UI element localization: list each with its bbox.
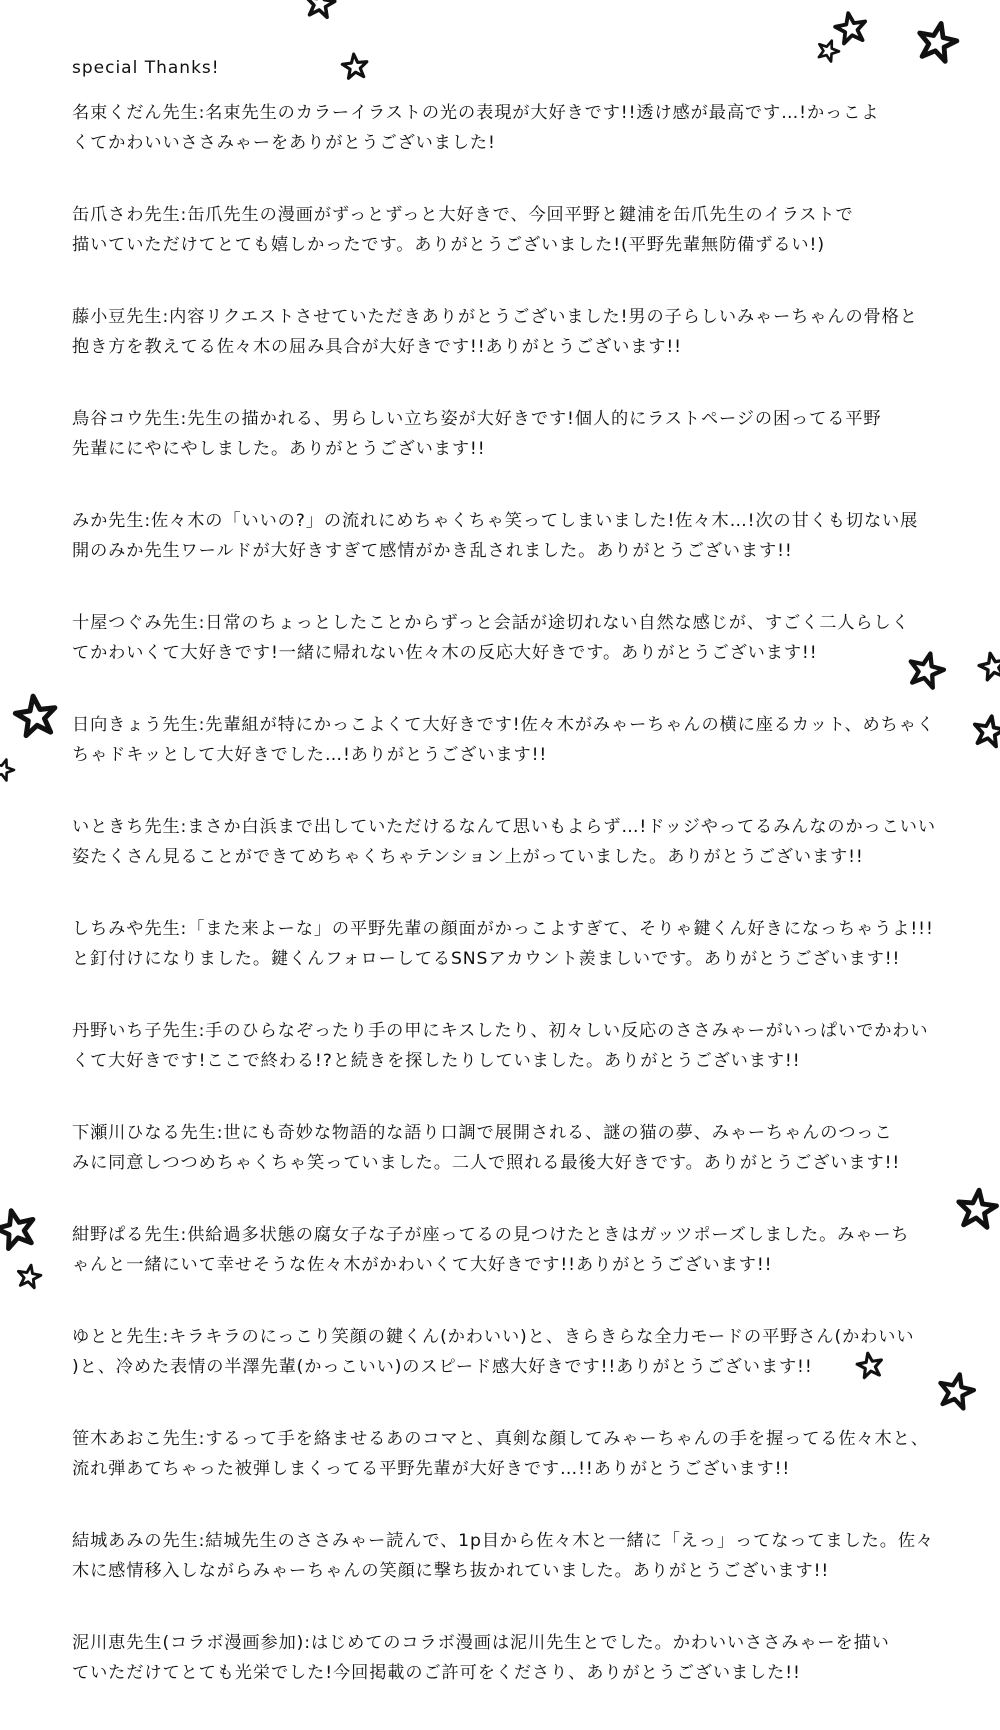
thanks-entry: [72, 1322, 922, 1382]
entry-line: みか先生:佐々木の「いいの?」の流れにめちゃくちゃ笑ってしまいました!佐々木…!次の甘くも切ない展: [72, 511, 919, 531]
thanks-entry: [72, 1424, 929, 1484]
entry-line: 描いていただけてとても嬉しかったです。ありがとうございました!(平野先輩無防備ずるい!): [72, 235, 825, 255]
thanks-entry: [72, 1526, 935, 1586]
entry-line: と釘付けになりました。鍵くんフォローしてるSNSアカウント羨ましいです。ありがとうございます!!: [72, 949, 901, 969]
thanks-entry: [72, 608, 922, 668]
entry-line: 日向きょう先生:先輩組が特にかっこよくて大好きです!佐々木がみゃーちゃんの横に座るカット、めちゃく: [72, 715, 935, 735]
entry-line: 抱き方を教えてる佐々木の屈み具合が大好きです!!ありがとうございます!!: [72, 337, 682, 357]
entry-line: ゃんと一緒にいて幸せそうな佐々木がかわいくて大好きです!!ありがとうございます!!: [72, 1255, 773, 1275]
thanks-entry: [72, 302, 922, 362]
entry-line: 先輩ににやにやしました。ありがとうございます!!: [72, 439, 486, 459]
entry-line: 藤小豆先生:内容リクエストさせていただきありがとうございました!男の子らしいみゃーちゃんの骨格と: [72, 307, 918, 327]
thanks-entry: [72, 1016, 929, 1076]
entry-line: 丹野いち子先生:手のひらなぞったり手の甲にキスしたり、初々しい反応のささみゃーがいっぱいでかわい: [72, 1021, 929, 1041]
star-icon: [304, 0, 336, 18]
entry-line: 流れ弾あてちゃった被弾しまくってる平野先輩が大好きです…!!ありがとうございます!!: [72, 1459, 791, 1479]
entry-line: ゆとと先生:キラキラのにっこり笑顔の鍵くん(かわいい)と、きらきらな全力モードの平野さん(かわいい: [72, 1327, 915, 1347]
thanks-entry: [72, 710, 935, 770]
page-heading: special Thanks!: [72, 58, 220, 78]
thanks-entry: [72, 404, 922, 464]
thanks-entry: [72, 98, 922, 158]
entry-line: ていただけてとても光栄でした!今回掲載のご許可をくださり、ありがとうございました!!: [72, 1663, 801, 1683]
entry-line: 姿たくさん見ることができてめちゃくちゃテンション上がっていました。ありがとうございます!!: [72, 847, 864, 867]
entry-line: ちゃドキッとして大好きでした…!ありがとうございます!!: [72, 745, 548, 765]
thanks-entry: [72, 1628, 922, 1688]
star-icon: [0, 1206, 38, 1250]
entry-line: くて大好きです!ここで終わる!?と続きを探したりしていました。ありがとうございます!!: [72, 1051, 801, 1071]
thanks-entry: [72, 200, 922, 260]
entry-line: 開のみか先生ワールドが大好きすぎて感情がかき乱されました。ありがとうございます!!: [72, 541, 793, 561]
entry-line: 缶爪さわ先生:缶爪先生の漫画がずっとずっと大好きで、今回平野と鍵浦を缶爪先生のイラストで: [72, 205, 854, 225]
star-icon: [936, 1371, 976, 1410]
entry-line: 紺野ぱる先生:供給過多状態の腐女子な子が座ってるの見つけたときはガッツポーズしました。みゃーち: [72, 1225, 910, 1245]
entry-line: てかわいくて大好きです!一緒に帰れない佐々木の反応大好きです。ありがとうございます!!: [72, 643, 818, 663]
star-icon: [972, 714, 1000, 748]
entry-line: くてかわいいささみゃーをありがとうございました!: [72, 133, 496, 153]
star-icon: [16, 1263, 42, 1288]
thanks-entry: [72, 506, 922, 566]
thanks-entry: [72, 914, 934, 974]
entry-line: 笹木あおこ先生:するって手を絡ませるあのコマと、真剣な顔してみゃーちゃんの手を握ってる佐々木と、: [72, 1429, 929, 1449]
star-icon: [915, 19, 960, 62]
entry-line: 下瀬川ひなる先生:世にも奇妙な物語的な語り口調で展開される、謎の猫の夢、みゃーちゃんのつっこ: [72, 1123, 893, 1143]
entry-line: いときち先生:まさか白浜まで出していただけるなんて思いもよらず…!ドッジやってるみんなのかっこいい: [72, 817, 936, 837]
entry-line: 鳥谷コウ先生:先生の描かれる、男らしい立ち姿が大好きです!個人的にラストページの困ってる平野: [72, 409, 882, 429]
star-icon: [977, 651, 1000, 681]
entry-line: 泥川恵先生(コラボ漫画参加):はじめてのコラボ漫画は泥川先生とでした。かわいいささみゃーを描い: [72, 1633, 890, 1653]
entry-line: みに同意しつつめちゃくちゃ笑っていました。二人で照れる最後大好きです。ありがとうございます!!: [72, 1153, 901, 1173]
star-icon: [0, 756, 16, 781]
star-icon: [833, 11, 868, 45]
star-icon: [956, 1188, 998, 1228]
entry-line: 名束くだん先生:名束先生のカラーイラストの光の表現が大好きです!!透け感が最高です…!かっこよ: [72, 103, 880, 123]
thanks-entry: [72, 812, 936, 872]
entry-line: )と、冷めた表情の半澤先輩(かっこいい)のスピード感大好きです!!ありがとうございます!!: [72, 1357, 813, 1377]
entry-line: 結城あみの先生:結城先生のささみゃー読んで、1p目から佐々木と一緒に「えっ」ってなってました。佐々: [72, 1531, 935, 1551]
thanks-list: [72, 98, 936, 1730]
entry-line: 木に感情移入しながらみゃーちゃんの笑顔に撃ち抜かれていました。ありがとうございます!!: [72, 1561, 830, 1581]
star-icon: [815, 37, 841, 63]
entry-line: しちみや先生:「また来よーな」の平野先輩の顔面がかっこよすぎて、そりゃ鍵くん好きになっちゃうよ!!!: [72, 919, 934, 939]
entry-line: 十屋つぐみ先生:日常のちょっとしたことからずっと会話が途切れない自然な感じが、すごく二人らしく: [72, 613, 910, 633]
thanks-entry: [72, 1118, 922, 1178]
star-icon: [341, 53, 368, 79]
star-icon: [13, 693, 58, 736]
thanks-entry: [72, 1220, 922, 1280]
